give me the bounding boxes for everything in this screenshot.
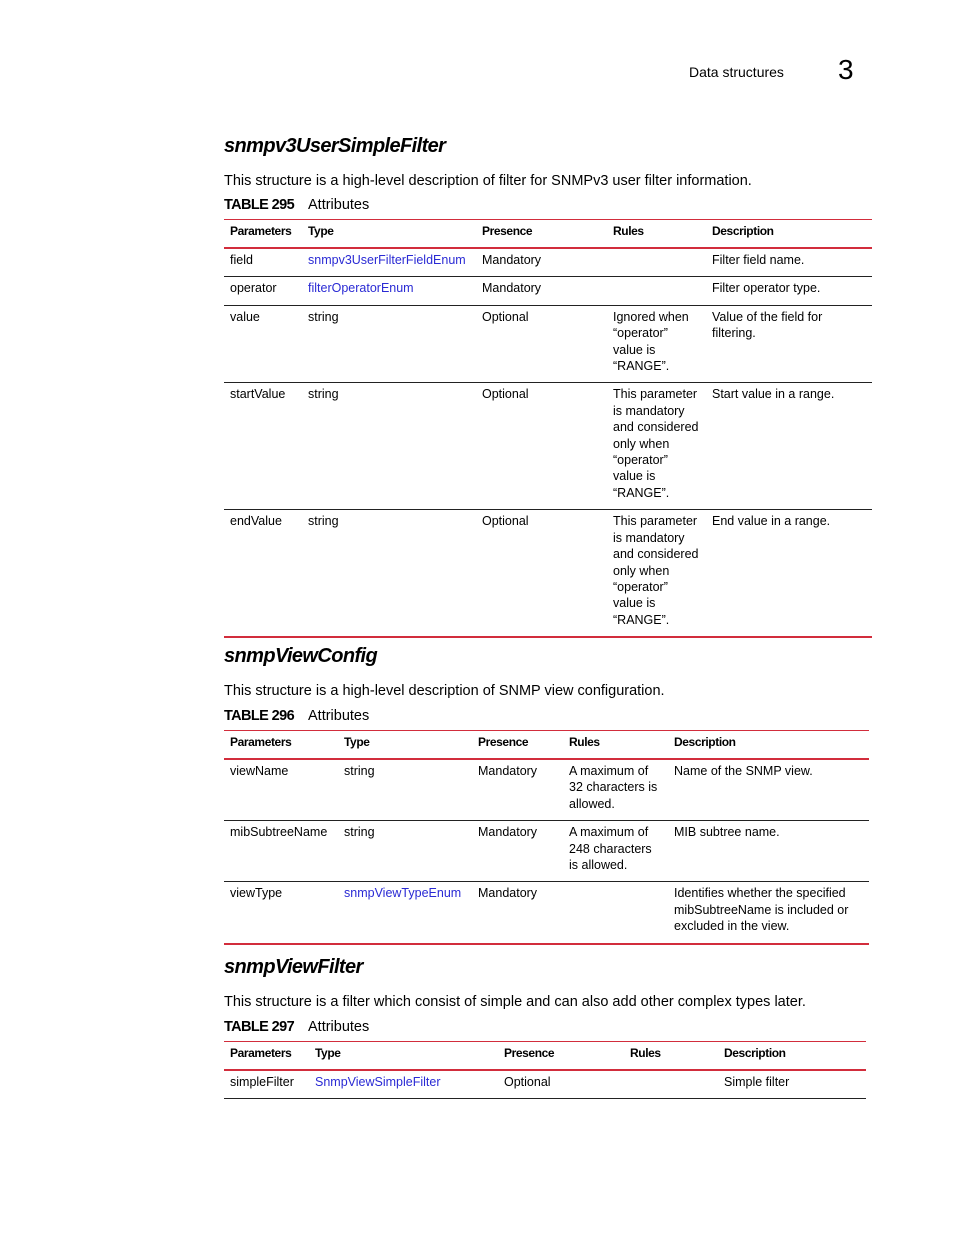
presence-cell: Mandatory <box>476 248 607 277</box>
param-cell: mibSubtreeName <box>224 821 338 882</box>
description-cell: Start value in a range. <box>706 383 872 510</box>
type-link[interactable]: snmpv3UserFilterFieldEnum <box>302 248 476 277</box>
section-description: This structure is a high-level description of filter for SNMPv3 user filter information. <box>224 173 752 189</box>
section-snmpv3-user-simple-filter <box>224 134 872 638</box>
table-label: TABLE 296 <box>224 708 295 724</box>
param-cell: simpleFilter <box>224 1070 309 1099</box>
column-header: Presence <box>476 220 607 249</box>
description-cell: Identifies whether the specified mibSubtreeName is included or excluded in the view. <box>668 882 869 944</box>
section-title: snmpv3UserSimpleFilter <box>224 135 446 157</box>
rules-cell: A maximum of 248 characters is allowed. <box>563 821 668 882</box>
rules-cell <box>563 882 668 944</box>
column-header: Type <box>302 220 476 249</box>
table-label: TABLE 295 <box>224 197 295 213</box>
description-cell: Value of the field for filtering. <box>706 305 872 383</box>
column-header: Type <box>338 731 472 760</box>
column-header: Parameters <box>224 1042 309 1071</box>
rules-cell: Ignored when “operator” value is “RANGE”. <box>607 305 706 383</box>
type-link[interactable]: filterOperatorEnum <box>302 277 476 305</box>
presence-cell: Mandatory <box>476 277 607 305</box>
section-description: This structure is a high-level description of SNMP view configuration. <box>224 683 665 699</box>
table-row <box>224 383 872 510</box>
section-snmp-view-config <box>224 644 869 945</box>
param-cell: field <box>224 248 302 277</box>
type-cell: string <box>338 821 472 882</box>
table-header-row <box>224 1042 866 1071</box>
table-row <box>224 510 872 637</box>
type-cell: string <box>302 510 476 637</box>
table-row <box>224 248 872 277</box>
presence-cell: Mandatory <box>472 759 563 821</box>
table-row <box>224 882 869 944</box>
description-cell: Name of the SNMP view. <box>668 759 869 821</box>
description-cell: End value in a range. <box>706 510 872 637</box>
table-row <box>224 821 869 882</box>
rules-cell <box>624 1070 718 1099</box>
param-cell: startValue <box>224 383 302 510</box>
attributes-table-297 <box>224 1041 866 1099</box>
table-header-row <box>224 220 872 249</box>
param-cell: viewType <box>224 882 338 944</box>
column-header: Rules <box>563 731 668 760</box>
type-cell: string <box>338 759 472 821</box>
presence-cell: Mandatory <box>472 882 563 944</box>
chapter-number: 3 <box>838 54 854 85</box>
table-title: Attributes <box>308 1019 370 1035</box>
param-cell: operator <box>224 277 302 305</box>
section-snmp-view-filter <box>224 955 866 1099</box>
description-cell: MIB subtree name. <box>668 821 869 882</box>
table-caption <box>224 707 869 725</box>
type-link[interactable]: SnmpViewSimpleFilter <box>309 1070 498 1099</box>
table-caption <box>224 1018 866 1036</box>
rules-cell: This parameter is mandatory and considered only when “operator” value is “RANGE”. <box>607 383 706 510</box>
description-cell: Filter field name. <box>706 248 872 277</box>
description-cell: Filter operator type. <box>706 277 872 305</box>
table-row <box>224 1070 866 1099</box>
column-header: Parameters <box>224 731 338 760</box>
column-header: Description <box>706 220 872 249</box>
param-cell: value <box>224 305 302 383</box>
presence-cell: Optional <box>498 1070 624 1099</box>
running-header-title: Data structures <box>689 64 784 80</box>
table-title: Attributes <box>308 197 370 213</box>
table-row <box>224 305 872 383</box>
column-header: Presence <box>498 1042 624 1071</box>
presence-cell: Optional <box>476 305 607 383</box>
type-cell: string <box>302 305 476 383</box>
column-header: Rules <box>607 220 706 249</box>
presence-cell: Mandatory <box>472 821 563 882</box>
column-header: Rules <box>624 1042 718 1071</box>
section-description: This structure is a filter which consist of simple and can also add other complex types later. <box>224 994 806 1010</box>
column-header: Type <box>309 1042 498 1071</box>
attributes-table-295 <box>224 219 872 638</box>
param-cell: endValue <box>224 510 302 637</box>
column-header: Description <box>668 731 869 760</box>
section-title: snmpViewConfig <box>224 645 378 667</box>
rules-cell: This parameter is mandatory and considered only when “operator” value is “RANGE”. <box>607 510 706 637</box>
table-label: TABLE 297 <box>224 1019 295 1035</box>
section-title: snmpViewFilter <box>224 956 363 978</box>
column-header: Description <box>718 1042 866 1071</box>
rules-cell: A maximum of 32 characters is allowed. <box>563 759 668 821</box>
table-caption <box>224 196 872 214</box>
rules-cell <box>607 248 706 277</box>
presence-cell: Optional <box>476 510 607 637</box>
description-cell: Simple filter <box>718 1070 866 1099</box>
table-row <box>224 759 869 821</box>
rules-cell <box>607 277 706 305</box>
table-row <box>224 277 872 305</box>
attributes-table-296 <box>224 730 869 945</box>
table-header-row <box>224 731 869 760</box>
presence-cell: Optional <box>476 383 607 510</box>
param-cell: viewName <box>224 759 338 821</box>
type-link[interactable]: snmpViewTypeEnum <box>338 882 472 944</box>
column-header: Parameters <box>224 220 302 249</box>
type-cell: string <box>302 383 476 510</box>
column-header: Presence <box>472 731 563 760</box>
table-title: Attributes <box>308 708 370 724</box>
